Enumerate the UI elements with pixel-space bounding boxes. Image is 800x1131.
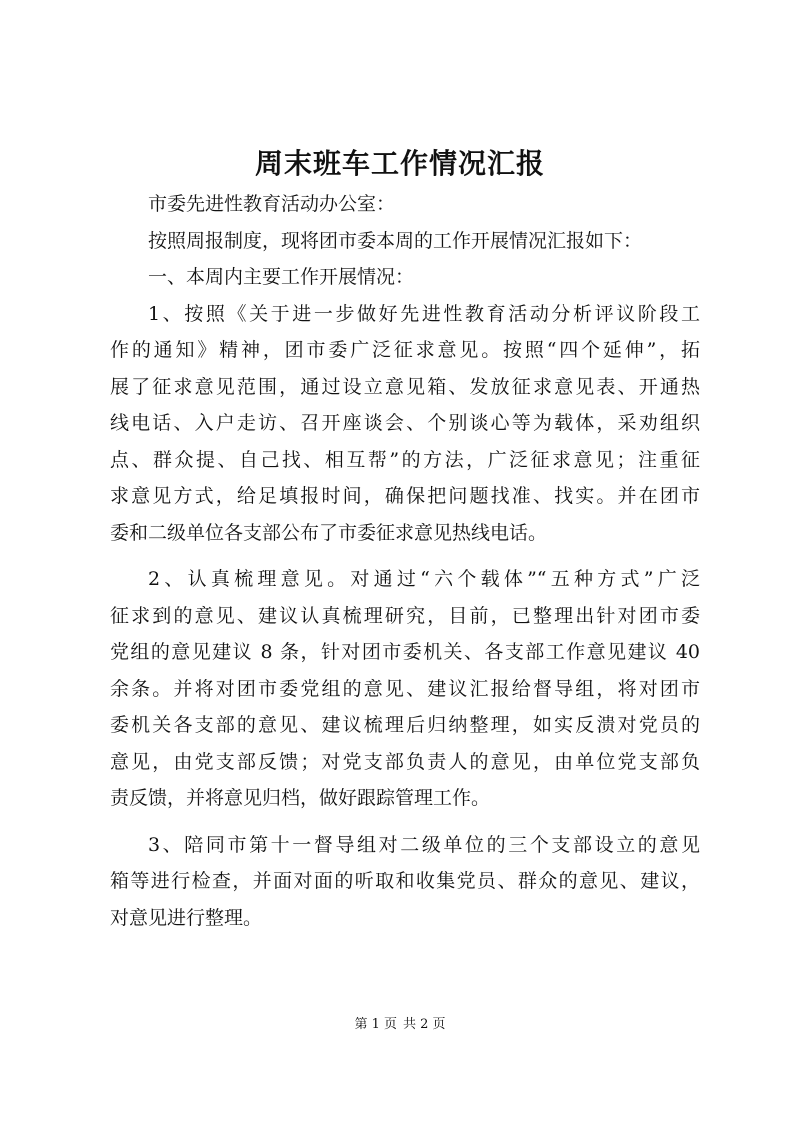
paragraph-line: 责反馈，并将意见归档，做好跟踪管理工作。 xyxy=(110,787,491,809)
paragraph-line: 展了征求意见范围，通过设立意见箱、发放征求意见表、开通热 xyxy=(110,375,700,398)
section-heading: 一、本周内主要工作开展情况： xyxy=(148,266,415,288)
paragraph-line: 点、群众提、自己找、相互帮”的方法，广泛征求意见；注重征 xyxy=(110,448,700,471)
paragraph-2 xyxy=(110,561,700,817)
paragraph-line: 征求到的意见、建议认真梳理研究，目前，已整理出针对团市委 xyxy=(110,604,700,627)
paragraph-line: 对意见进行整理。 xyxy=(110,906,263,929)
document-body xyxy=(110,186,700,936)
page-total: 共 2 页 xyxy=(403,1017,446,1032)
paragraph-3 xyxy=(110,827,700,937)
page-footer xyxy=(0,1015,800,1035)
salutation: 市委先进性教育活动办公室： xyxy=(148,193,396,215)
paragraph-line: 作的通知》精神，团市委广泛征求意见。按照“四个延伸”，拓 xyxy=(110,339,700,361)
paragraph-line: 3、陪同市第十一督导组对二级单位的三个支部设立的意见 xyxy=(148,833,700,856)
paragraph-1 xyxy=(110,296,700,552)
paragraph-line: 箱等进行检查，并面对面的听取和收集党员、群众的意见、建议， xyxy=(110,870,700,892)
paragraph-line: 党组的意见建议 8 条，针对团市委机关、各支部工作意见建议 40 xyxy=(110,641,700,663)
paragraph-line: 线电话、入户走访、召开座谈会、个别谈心等为载体，采劝组织 xyxy=(110,412,700,434)
page-number: 第 1 页 xyxy=(354,1017,397,1032)
paragraph-line: 余条。并将对团市委党组的意见、建议汇报给督导组，将对团市 xyxy=(110,677,700,700)
intro-line: 按照周报制度，现将团市委本周的工作开展情况汇报如下： xyxy=(148,229,643,252)
document-title: 周末班车工作情况汇报 xyxy=(254,147,545,180)
paragraph-line: 委和二级单位各支部公布了市委征求意见热线电话。 xyxy=(110,521,548,544)
paragraph-line: 1、按照《关于进一步做好先进性教育活动分析评议阶段工 xyxy=(148,302,700,325)
paragraph-line: 意见，由党支部反馈；对党支部负责人的意见，由单位党支部负 xyxy=(110,750,700,773)
paragraph-line: 2、认真梳理意见。对通过“六个载体”“五种方式”广泛 xyxy=(148,568,700,590)
paragraph-line: 委机关各支部的意见、建议梳理后归纳整理，如实反溃对党员的 xyxy=(110,714,700,736)
paragraph-line: 求意见方式，给足填报时间，确保把问题找准、找实。并在团市 xyxy=(110,485,700,507)
